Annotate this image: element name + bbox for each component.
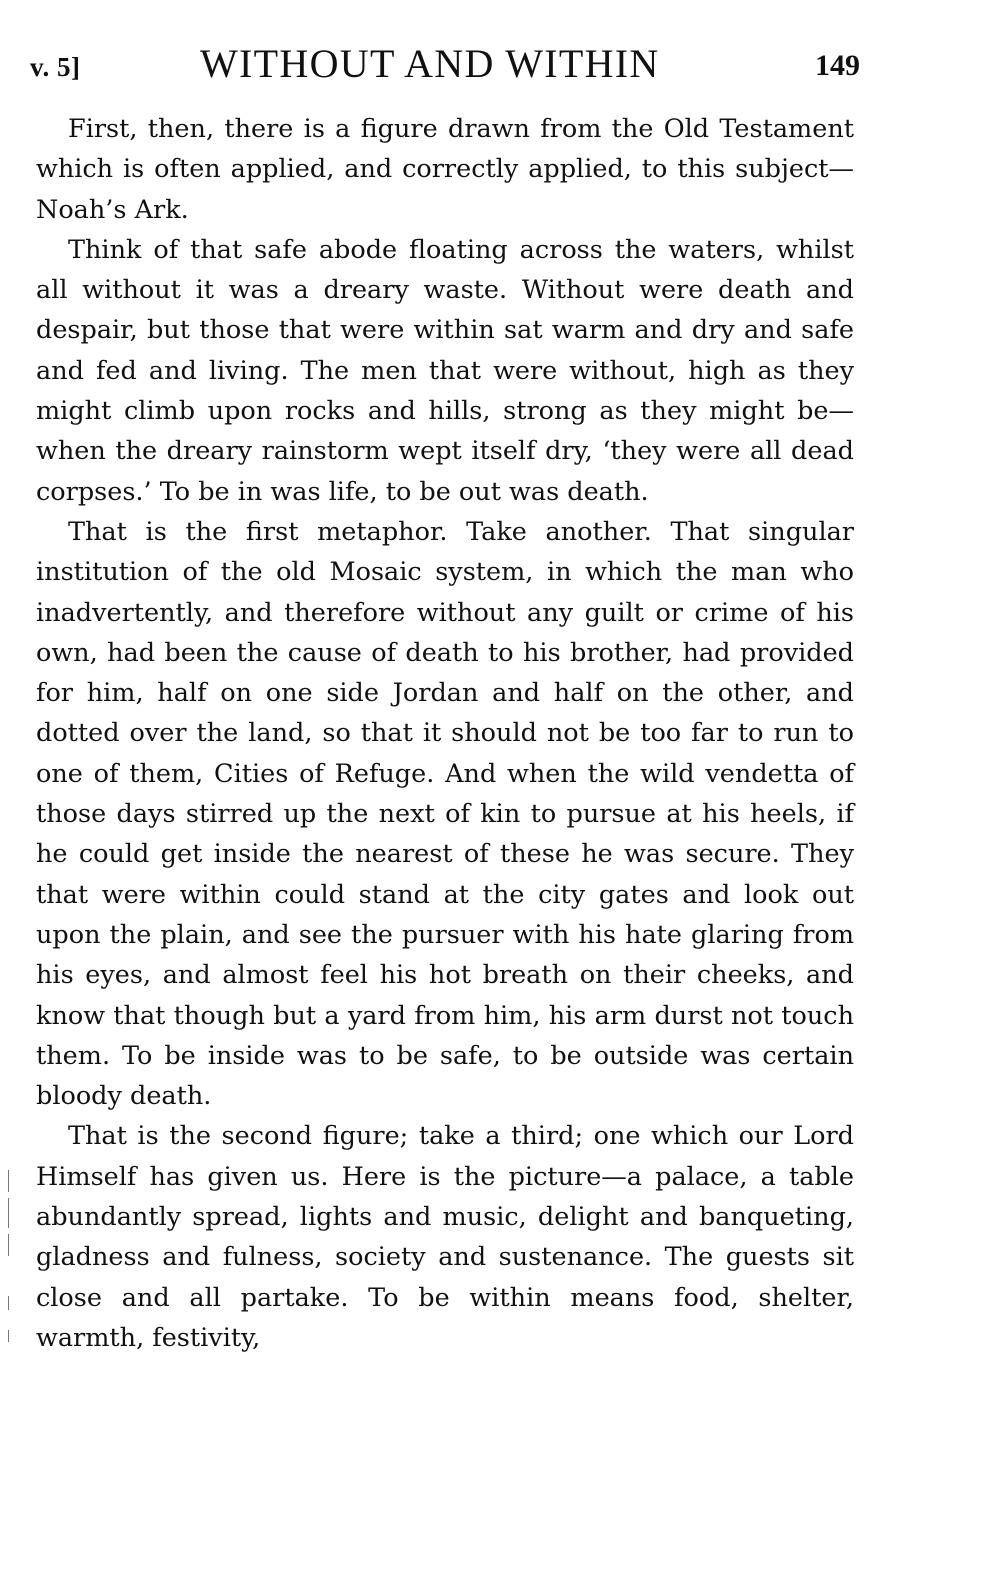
page-number: 149 [815,49,860,82]
running-title: WITHOUT AND WITHIN [200,41,660,86]
running-header [30,40,860,96]
paragraph-cities-of-refuge: That is the first metaphor. Take another. That singular institution of the old Mosaic system, in which the man who inadvertently, and therefore without any guilt or crime of his own, had been the cause of death to his brother, had provided for him, half on one side Jordan and half on the other, and dotted over the land, so that it should not be too far to run to one of them, Cities of Refuge. And when the wild vendetta of those days stirred up the next of kin to pursue at his heels, if he could get inside the nearest of these he was secure. They that were within could stand at the city gates and look out upon the plain, and see the pursuer with his hate glaring from his eyes, and almost feel his hot breath on their cheeks, and know that though but a yard from him, his arm durst not touch them. To be inside was to be safe, to be outside was certain bloody death. [36,516,854,1112]
paragraph-banquet-figure: That is the second figure; take a third; one which our Lord Himself has given us. Here is the picture—a palace, a table abundantly spread, lights and music, delight and banqueting, gladness and fulness, society and sustenance. The guests sit close and all partake. To be within means food, shelter, warmth, festivity, [36,1121,854,1353]
body-text [36,109,854,1358]
chapter-verse-reference: v. 5] [30,52,81,82]
margin-scan-marks [8,1170,14,1350]
paragraph-safe-abode: Think of that safe abode floating across the waters, whilst all without it was a dreary waste. Without were death and despair, but those that were within sat warm and dry and safe and fed and living. The men that were without, high as they might climb upon rocks and hills, strong as they might be—when the dreary rainstorm wept itself dry, ‘they were all dead corpses.’ To be in was life, to be out was death. [36,234,854,507]
paragraph-noahs-ark: First, then, there is a figure drawn from the Old Testament which is often applied, and correctly applied, to this subject—Noah’s Ark. [36,114,854,225]
